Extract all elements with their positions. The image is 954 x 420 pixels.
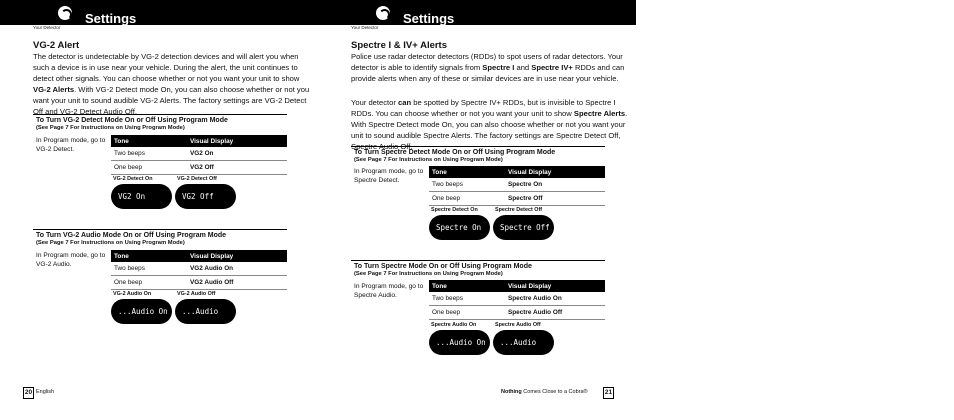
cell-display: VG2 Off	[190, 164, 214, 171]
section-paragraph	[351, 97, 629, 152]
box-divider	[351, 260, 605, 261]
cell-tone: Two beeps	[114, 265, 145, 272]
tone-table	[429, 166, 605, 206]
lcd-display: VG2 Off	[175, 184, 236, 209]
header-tone: Tone	[432, 168, 447, 176]
lcd-display: Spectre On	[429, 215, 490, 240]
box-title: To Turn Spectre Mode On or Off Using Program Mode	[354, 263, 532, 270]
display-label: Spectre Audio On	[431, 322, 477, 328]
para-bold: VG-2 Alerts	[33, 85, 75, 94]
cell-tone: Two beeps	[432, 181, 463, 188]
display-label: Spectre Detect On	[431, 207, 478, 213]
page-header	[0, 0, 318, 25]
para-text: Your detector	[351, 98, 399, 107]
display-label: VG-2 Audio Off	[177, 291, 216, 297]
cell-tone: Two beeps	[114, 150, 145, 157]
table-row	[111, 147, 287, 161]
display-label: VG-2 Audio On	[113, 291, 152, 297]
table-header	[111, 135, 287, 147]
footer-language: English	[36, 389, 55, 395]
para-bold: Spectre IV+	[531, 63, 573, 72]
box-subtitle: (See Page 7 For Instructions on Using Program Mode)	[354, 271, 503, 277]
table-header	[111, 250, 287, 262]
page-number: 21	[603, 387, 614, 399]
table-row	[111, 161, 287, 175]
tone-table	[111, 250, 287, 290]
header-tone: Tone	[114, 252, 129, 260]
para-text: RDDs and can provide alerts when any of these or similar devices are in use near your vehicle.	[351, 63, 625, 83]
lcd-display: ...Audio On	[111, 299, 172, 324]
cell-display: Spectre Audio On	[508, 295, 562, 302]
cell-display: Spectre Audio Off	[508, 309, 563, 316]
cell-display: Spectre On	[508, 181, 543, 188]
para-text: . With VG-2 Detect mode On, you can also choose whether or not you want your unit to sound audible VG-2 Alerts. The factory settings are VG-2 Detect Off and VG-2 Detect Audio Off.	[33, 85, 310, 116]
table-header	[429, 166, 605, 178]
tagline-bold: Nothing	[501, 389, 522, 395]
box-title: To Turn VG-2 Audio Mode On or Off Using Program Mode	[36, 232, 227, 239]
table-row	[111, 262, 287, 276]
box-subtitle: (See Page 7 For Instructions on Using Program Mode)	[354, 157, 503, 163]
header-visual: Visual Display	[508, 168, 552, 176]
section-paragraph	[351, 51, 629, 84]
table-row	[429, 292, 605, 306]
para-bold: can	[398, 98, 412, 107]
section-title: VG-2 Alert	[33, 40, 80, 51]
para-text: be spotted by Spectre IV+ RDDs, but is invisible to Spectre I RDDs. You can choose whether or not you want your unit to show	[351, 98, 616, 118]
cell-display: VG2 On	[190, 150, 214, 157]
header-title: Settings	[403, 11, 455, 26]
cell-tone: One beep	[114, 279, 143, 286]
box-divider	[351, 146, 605, 147]
section-paragraph	[33, 51, 311, 117]
section-title: Spectre I & IV+ Alerts	[351, 40, 448, 51]
table-row	[111, 276, 287, 290]
page-header	[318, 0, 636, 25]
display-label: VG-2 Detect On	[113, 176, 153, 182]
display-label: Spectre Detect Off	[495, 207, 543, 213]
header-tone: Tone	[432, 282, 447, 290]
box-divider	[33, 229, 287, 230]
lcd-display: VG2 On	[111, 184, 172, 209]
cell-display: VG2 Audio On	[190, 265, 234, 272]
footer-tagline	[501, 389, 588, 395]
box-divider	[33, 114, 287, 115]
header-title: Settings	[85, 11, 137, 26]
para-bold: Spectre Alerts	[573, 109, 626, 118]
cobra-logo-icon	[58, 6, 72, 20]
tagline-rest: Comes Close to a Cobra®	[521, 389, 588, 395]
table-header	[429, 280, 605, 292]
para-text: The detector is undetectable by VG-2 detection devices and will alert you when such a device is in use near your vehicle. During the alert, the unit continues to detect other signals. You can choose whether or not you want your unit to show	[33, 52, 300, 83]
lcd-display: ...Audio On	[429, 330, 490, 355]
tone-table	[429, 280, 605, 320]
cell-display: VG2 Audio Off	[190, 279, 234, 286]
para-text: Police use radar detector detectors (RDDs) to spot users of radar detectors. Your detector is able to identify signals from	[351, 52, 623, 72]
cell-display: Spectre Off	[508, 195, 543, 202]
box-subtitle: (See Page 7 For Instructions on Using Program Mode)	[36, 125, 185, 131]
cell-tone: One beep	[432, 195, 461, 202]
cell-tone: One beep	[432, 309, 461, 316]
table-row	[429, 192, 605, 206]
header-subtitle: Your Detector	[33, 25, 61, 30]
table-row	[429, 306, 605, 320]
cell-tone: One beep	[114, 164, 143, 171]
display-label: VG-2 Detect Off	[177, 176, 217, 182]
para-text: and	[514, 63, 532, 72]
para-bold: Spectre I	[482, 63, 515, 72]
cobra-logo-icon	[376, 6, 390, 20]
instruction-text: In Program mode, go to VG-2 Audio.	[36, 252, 106, 268]
table-row	[429, 178, 605, 192]
header-visual: Visual Display	[190, 137, 234, 145]
page-number: 20	[23, 387, 34, 399]
header-subtitle: Your Detector	[351, 25, 379, 30]
box-subtitle: (See Page 7 For Instructions on Using Program Mode)	[36, 240, 185, 246]
header-visual: Visual Display	[508, 282, 552, 290]
instruction-text: In Program mode, go to Spectre Detect.	[354, 168, 424, 184]
lcd-display: ...Audio Off	[175, 299, 236, 324]
right-page	[318, 0, 636, 420]
display-label: Spectre Audio Off	[495, 322, 541, 328]
left-page	[0, 0, 318, 420]
lcd-display: Spectre Off	[493, 215, 554, 240]
instruction-text: In Program mode, go to Spectre Audio.	[354, 283, 424, 299]
para-text: . With Spectre Detect mode On, you can also choose whether or not you want your unit to sound audible Spectre Alerts. The factory settings are Spectre Detect Off, Spectre Audio Off.	[351, 109, 628, 151]
cell-tone: Two beeps	[432, 295, 463, 302]
box-title: To Turn Spectre Detect Mode On or Off Using Program Mode	[354, 149, 556, 156]
instruction-text: In Program mode, go to VG-2 Detect.	[36, 137, 106, 153]
header-visual: Visual Display	[190, 252, 234, 260]
header-tone: Tone	[114, 137, 129, 145]
box-title: To Turn VG-2 Detect Mode On or Off Using Program Mode	[36, 117, 228, 124]
lcd-display: ...Audio Off	[493, 330, 554, 355]
tone-table	[111, 135, 287, 175]
